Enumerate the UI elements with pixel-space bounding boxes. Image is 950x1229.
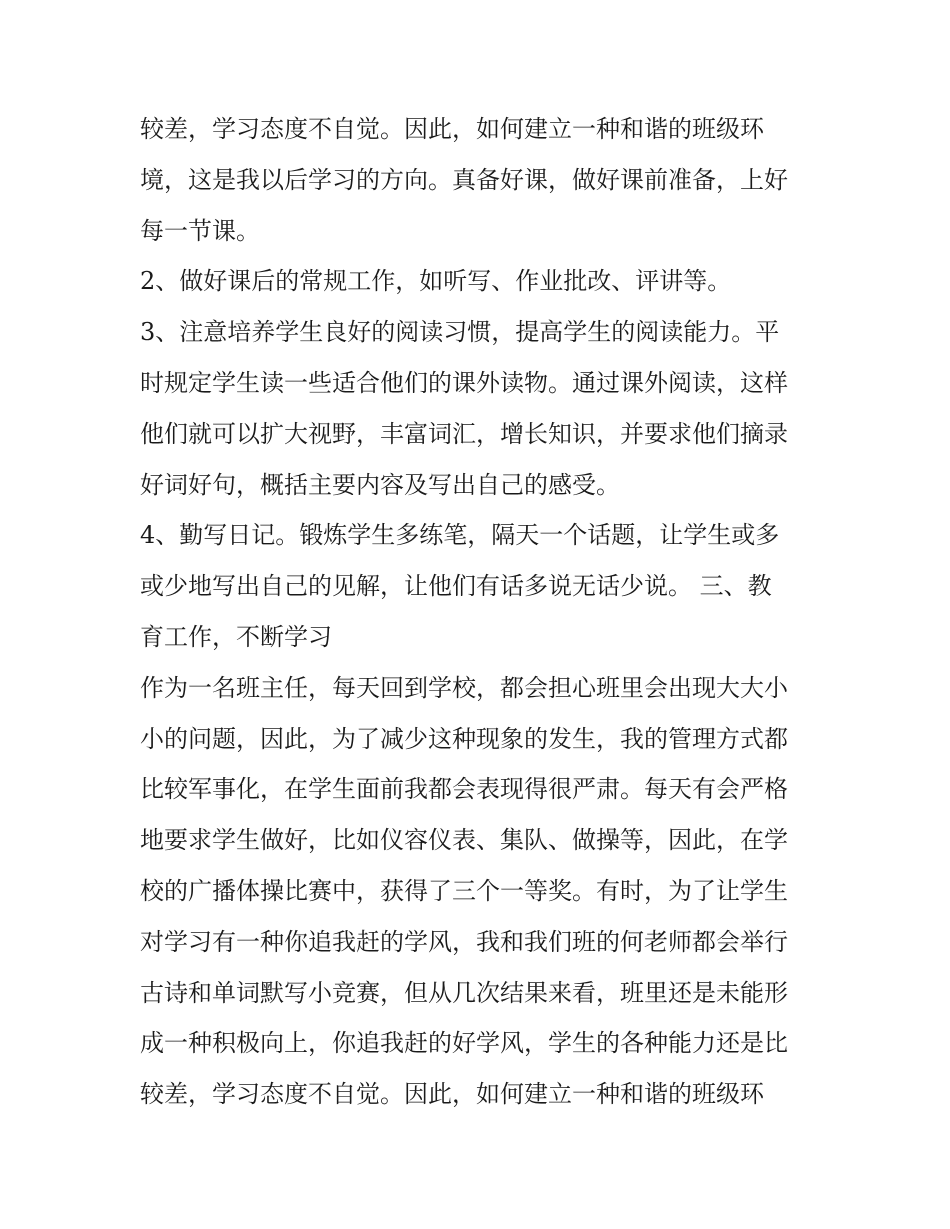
text-line: 3、注意培养学生良好的阅读习惯，提高学生的阅读能力。平 bbox=[140, 318, 780, 347]
text-line: 成一种积极向上，你追我赶的好学风，学生的各种能力还是比 bbox=[140, 1029, 788, 1058]
text-line: 2、做好课后的常规工作，如听写、作业批改、评讲等。 bbox=[140, 267, 732, 296]
text-line: 境，这是我以后学习的方向。真备好课，做好课前准备，上好 bbox=[140, 165, 788, 194]
text-line: 作为一名班主任，每天回到学校，都会担心班里会出现大大小 bbox=[140, 673, 788, 702]
text-line: 时规定学生读一些适合他们的课外读物。通过课外阅读，这样 bbox=[140, 368, 788, 397]
text-line: 好词好句，概括主要内容及写出自己的感受。 bbox=[140, 470, 620, 499]
text-line: 校的广播体操比赛中，获得了三个一等奖。有时，为了让学生 bbox=[140, 876, 788, 905]
text-line: 每一节课。 bbox=[140, 216, 260, 245]
text-line: 对学习有一种你追我赶的学风，我和我们班的何老师都会举行 bbox=[140, 927, 788, 956]
text-line: 他们就可以扩大视野，丰富词汇，增长知识，并要求他们摘录 bbox=[140, 419, 788, 448]
body-text bbox=[140, 104, 820, 1120]
text-line: 或少地写出自己的见解，让他们有话多说无话少说。 三、教 bbox=[140, 572, 772, 601]
text-line: 小的问题，因此，为了减少这种现象的发生，我的管理方式都 bbox=[140, 724, 788, 753]
text-line: 比较军事化，在学生面前我都会表现得很严肃。每天有会严格 bbox=[140, 775, 788, 804]
text-line: 较差，学习态度不自觉。因此，如何建立一种和谐的班级环 bbox=[140, 115, 764, 143]
text-line: 较差，学习态度不自觉。因此，如何建立一种和谐的班级环 bbox=[140, 1080, 764, 1109]
text-line: 地要求学生做好，比如仪容仪表、集队、做操等，因此，在学 bbox=[140, 826, 788, 855]
text-line: 古诗和单词默写小竞赛，但从几次结果来看，班里还是未能形 bbox=[140, 978, 788, 1007]
text-line: 育工作，不断学习 bbox=[140, 622, 332, 651]
text-line: 4、勤写日记。锻炼学生多练笔，隔天一个话题，让学生或多 bbox=[140, 521, 780, 550]
